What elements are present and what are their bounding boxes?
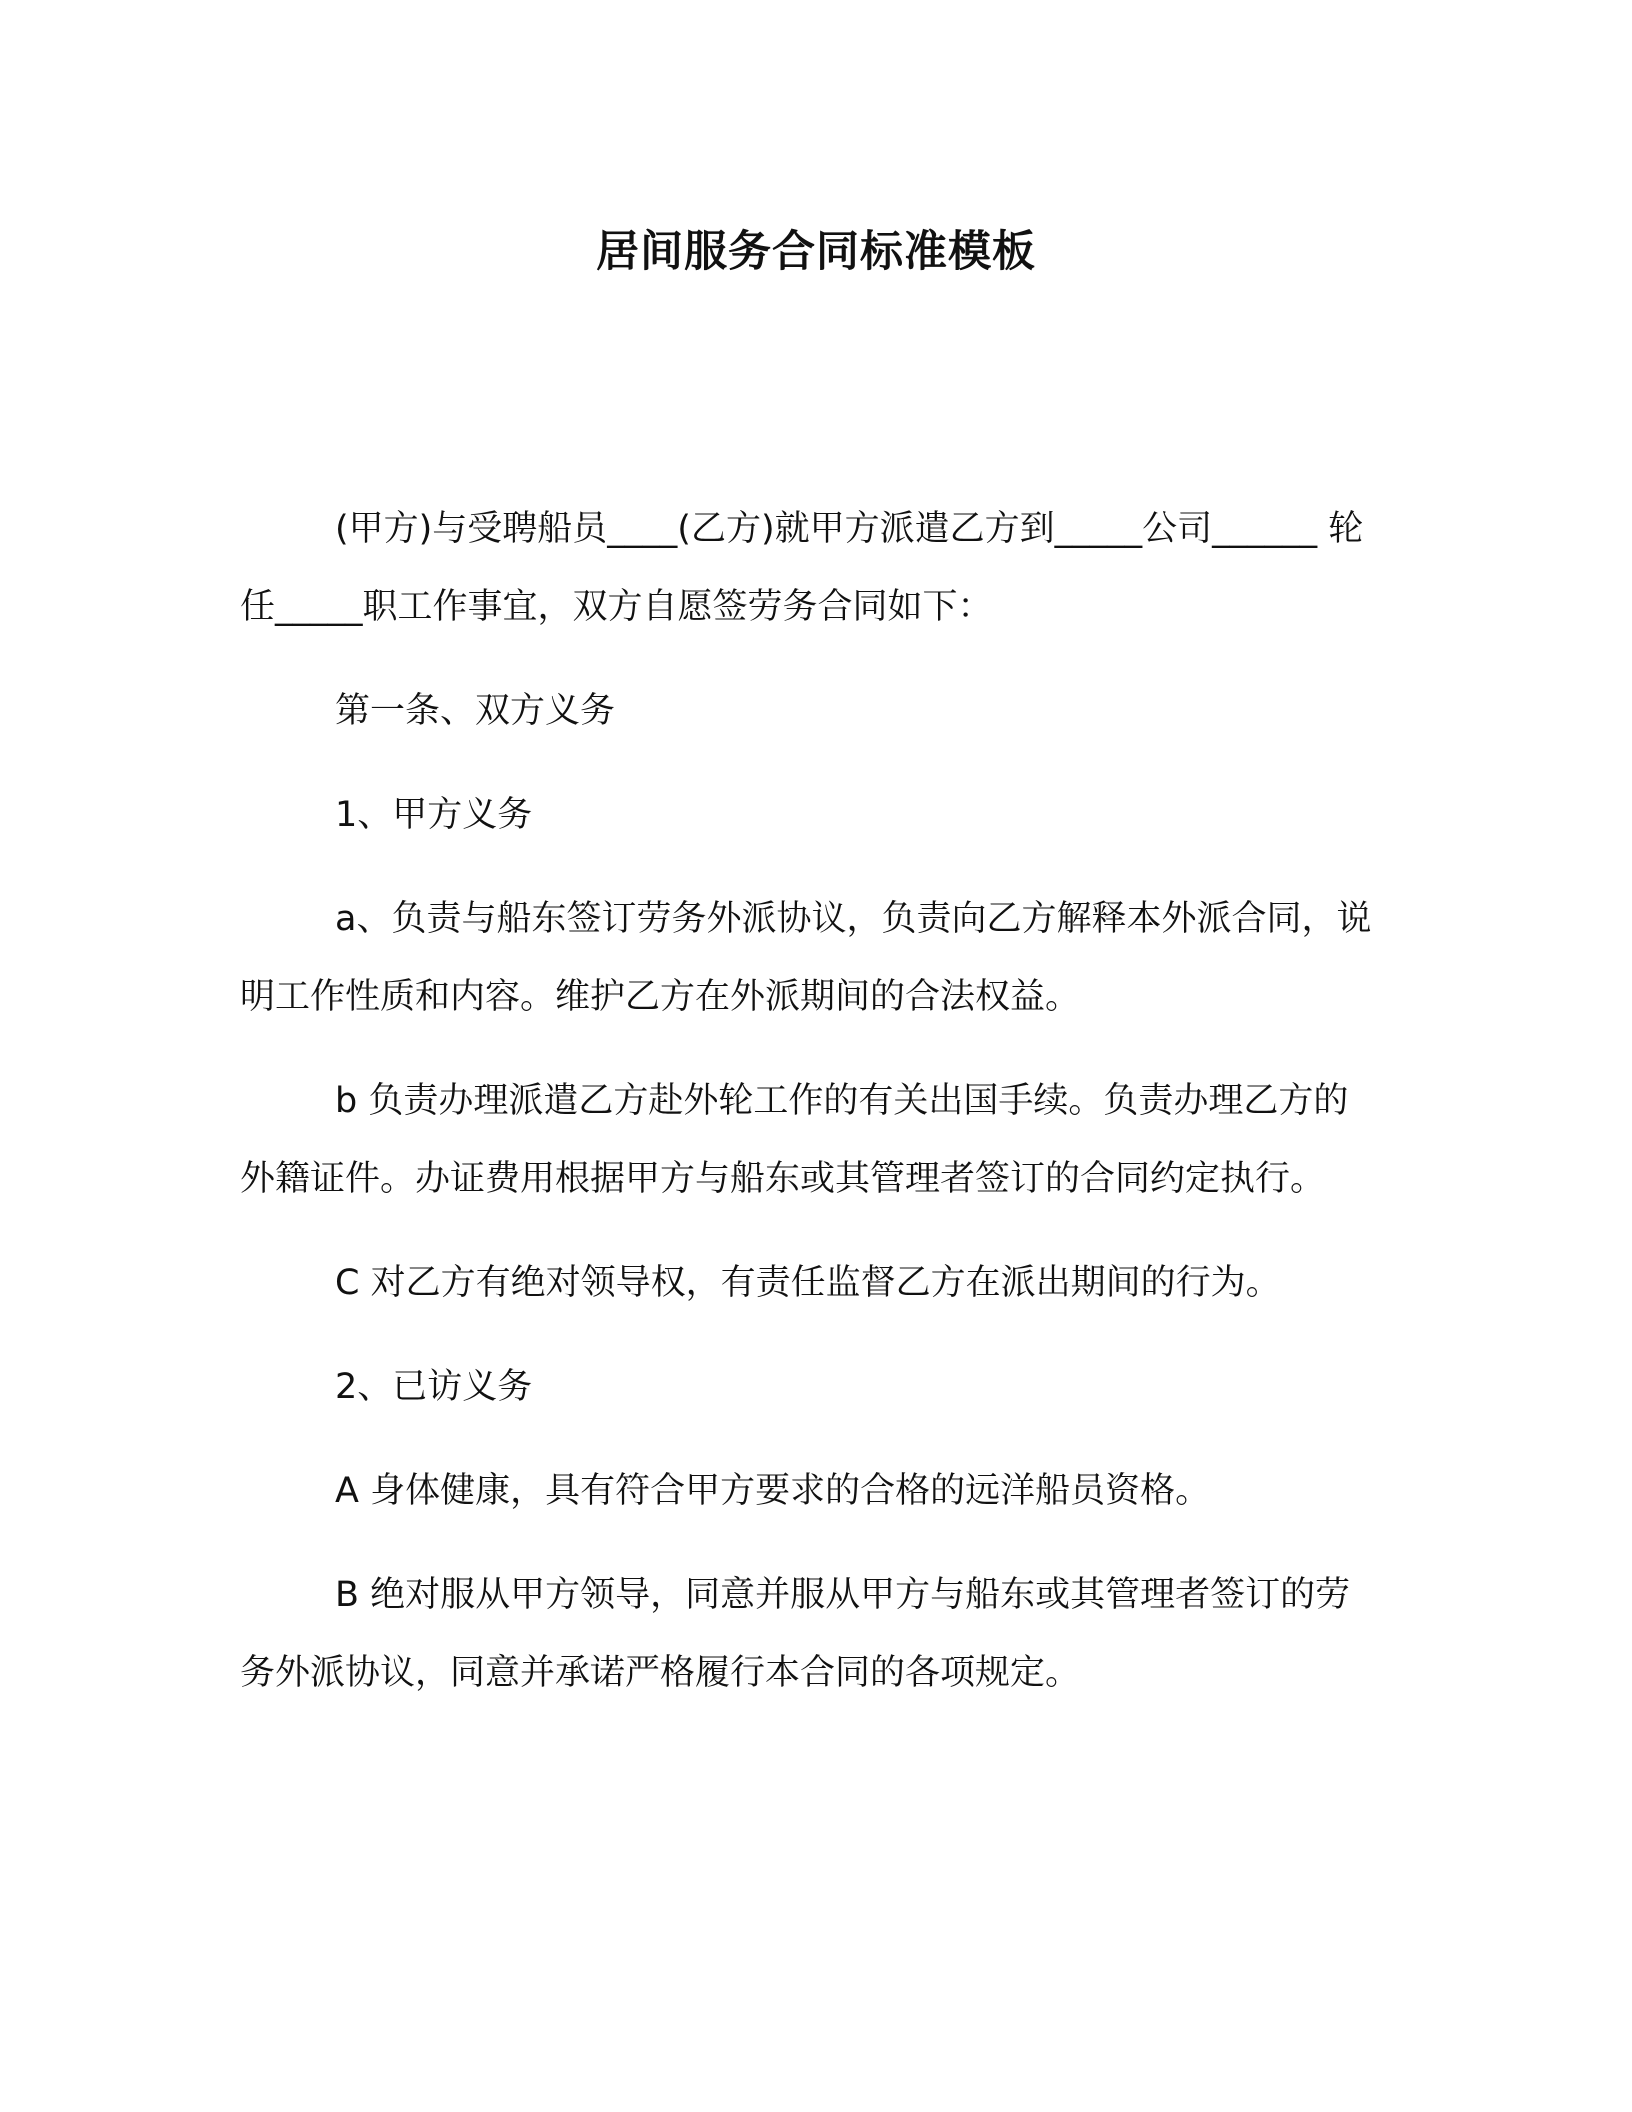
paragraph-duty-upper-a: A 身体健康，具有符合甲方要求的合格的远洋船员资格。 (335, 1471, 1211, 1511)
document-body (240, 490, 1380, 1738)
section-heading-article-1: 第一条、双方义务 (335, 691, 616, 731)
paragraph-duty-a: a、负责与船东签订劳务外派协议，负责向乙方解释本外派合同，说明工作性质和内容。维护乙方在外派期间的合法权益。 (240, 899, 1372, 1017)
paragraph-intro: (甲方)与受聘船员____(乙方)就甲方派遣乙方到_____公司______ 轮任_____职工作事宜，双方自愿签劳务合同如下： (240, 509, 1364, 627)
subheading-party-a-duties: 1、甲方义务 (335, 795, 533, 835)
paragraph-duty-b: b 负责办理派遣乙方赴外轮工作的有关出国手续。负责办理乙方的外籍证件。办证费用根据甲方与船东或其管理者签订的合同约定执行。 (240, 1081, 1349, 1199)
subheading-party-b-duties: 2、已访义务 (335, 1367, 533, 1407)
document-title: 居间服务合同标准模板 (596, 227, 1036, 277)
paragraph-duty-c: C 对乙方有绝对领导权，有责任监督乙方在派出期间的行为。 (335, 1263, 1281, 1303)
paragraph-duty-upper-b: B 绝对服从甲方领导，同意并服从甲方与船东或其管理者签订的劳务外派协议，同意并承诺严格履行本合同的各项规定。 (240, 1575, 1351, 1693)
